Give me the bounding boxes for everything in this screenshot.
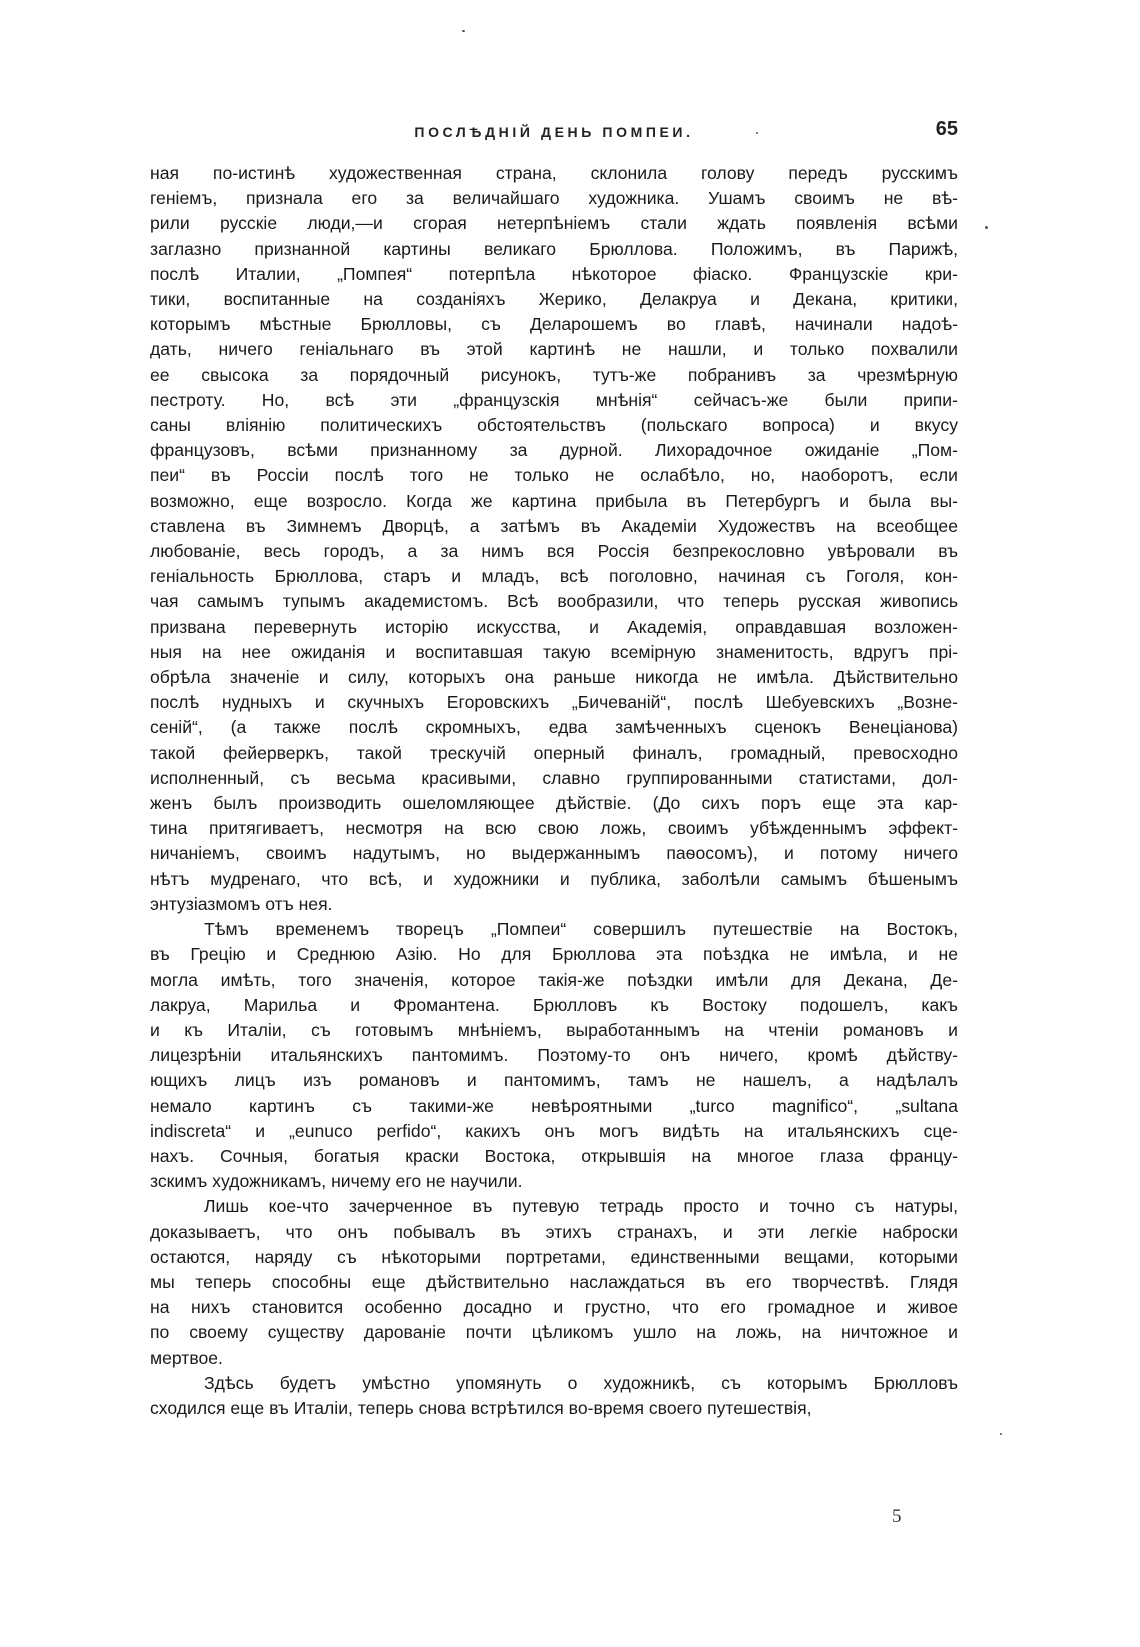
text-line: ная по-истинѣ художественная страна, склонила голову передъ русскимъ bbox=[150, 163, 958, 183]
text-line: такой фейерверкъ, такой трескучій оперный финалъ, громадный, превосходно bbox=[150, 742, 958, 763]
text-line: сеній“, (а также послѣ скромныхъ, едва замѣченныхъ сценокъ Венеціанова) bbox=[150, 717, 958, 738]
text-line: любованіе, весь городъ, а за нимъ вся Россія безпрекословно увѣровали въ bbox=[150, 541, 958, 562]
text-line: на нихъ становится особенно досадно и грустно, что его громадное и живое bbox=[150, 1297, 958, 1318]
text-line: лицезрѣніи итальянскихъ пантомимъ. Поэтому-то онъ ничего, кромѣ дѣйству- bbox=[150, 1045, 958, 1066]
printing-speck bbox=[1000, 1433, 1002, 1435]
text-line: дать, ничего геніальнаго въ этой картинѣ не нашли, и только похвалили bbox=[150, 339, 958, 360]
text-line: нахъ. Сочныя, богатыя краски Востока, открывшія на многое глаза францу- bbox=[150, 1145, 958, 1166]
paragraph bbox=[150, 1371, 958, 1421]
text-line: чая самымъ тупымъ академистомъ. Всѣ вообразили, что теперь русская живопись bbox=[150, 591, 958, 612]
page-number: 65 bbox=[935, 118, 958, 140]
paragraph bbox=[150, 917, 958, 1194]
text-line: indiscreta“ и „eunuco perfido“, какихъ онъ могъ видѣть на итальянскихъ сце- bbox=[150, 1120, 958, 1141]
text-line: призвана перевернуть исторію искусства, и Академія, оправдавшая возложен- bbox=[150, 616, 958, 637]
paragraph bbox=[150, 161, 958, 917]
text-line: тина притягиваетъ, несмотря на всю свою ложь, своимъ убѣжденнымъ эффект- bbox=[150, 818, 958, 839]
text-line: послѣ нудныхъ и скучныхъ Егоровскихъ „Бичеваній“, послѣ Шебуевскихъ „Возне- bbox=[150, 692, 958, 713]
text-line: заглазно признанной картины великаго Брюллова. Положимъ, въ Парижѣ, bbox=[150, 238, 958, 259]
text-line: рили русскіе люди,—и сгорая нетерпѣніемъ стали ждать появленія всѣми bbox=[150, 213, 958, 234]
text-line: остаются, наряду съ нѣкоторыми портретами, единственными вещами, которыми bbox=[150, 1246, 958, 1267]
text-line: геніемъ, признала его за величайшаго художника. Ушамъ своимъ не вѣ- bbox=[150, 188, 958, 209]
text-line: по своему существу дарованіе почти цѣликомъ ушло на ложь, на ничтожное и bbox=[150, 1322, 958, 1343]
text-line: мы теперь способны еще дѣйствительно наслаждаться въ его творчествѣ. Глядя bbox=[150, 1271, 958, 1292]
text-line: зскимъ художникамъ, ничему его не научили. bbox=[150, 1171, 523, 1192]
text-line: сходился еще въ Италіи, теперь снова встрѣтился во-время своего путешествія, bbox=[150, 1397, 812, 1418]
body-text bbox=[150, 161, 958, 1421]
text-line: нѣтъ мудренаго, что всѣ, и художники и публика, заболѣли самымъ бѣшенымъ bbox=[150, 868, 958, 889]
text-line: ющихъ лицъ изъ романовъ и пантомимъ, тамъ не нашелъ, а надѣлалъ bbox=[150, 1070, 958, 1091]
text-line: исполненный, съ весьма красивыми, славно группированными статистами, дол- bbox=[150, 767, 958, 788]
text-line: ставлена въ Зимнемъ Дворцѣ, а затѣмъ въ Академіи Художествъ на всеобщее bbox=[150, 515, 958, 536]
text-line: Здѣсь будетъ умѣстно упомянуть о художникѣ, съ которымъ Брюлловъ bbox=[204, 1372, 958, 1393]
text-line: которымъ мѣстные Брюлловы, съ Деларошемъ во главѣ, начинали надоѣ- bbox=[150, 314, 958, 335]
printing-speck bbox=[756, 132, 758, 134]
text-line: французовъ, всѣми признанному за дурной. Лихорадочное ожиданіе „Пом- bbox=[150, 440, 958, 461]
text-line: могла имѣть, того значенія, которое такія-же поѣздки имѣли для Декана, Де- bbox=[150, 969, 958, 990]
text-line: ничаніемъ, своимъ надутымъ, но выдержаннымъ паѳосомъ), и потому ничего bbox=[150, 843, 958, 864]
text-line: обрѣла значеніе и силу, которыхъ она раньше никогда не имѣла. Дѣйствительно bbox=[150, 667, 958, 688]
text-line: въ Грецію и Среднюю Азію. Но для Брюллова эта поѣздка не имѣла, и не bbox=[150, 944, 958, 965]
printing-speck bbox=[985, 226, 988, 229]
printing-speck bbox=[462, 30, 465, 32]
text-line: геніальность Брюллова, старъ и младъ, всѣ поголовно, начиная съ Гоголя, кон- bbox=[150, 566, 958, 587]
text-line: тики, воспитанные на созданіяхъ Жерико, Делакруа и Декана, критики, bbox=[150, 289, 958, 310]
text-line: ныя на нее ожиданія и воспитавшая такую всемірную знаменитость, вдругъ прі- bbox=[150, 641, 958, 662]
text-line: немало картинъ съ такими-же невѣроятными „turco magnifico“, „sultana bbox=[150, 1095, 958, 1116]
text-line: пестроту. Но, всѣ эти „французскія мнѣнія“ сейчасъ-же были припи- bbox=[150, 389, 958, 410]
text-line: мертвое. bbox=[150, 1347, 223, 1368]
text-line: доказываетъ, что онъ побывалъ въ этихъ странахъ, и эти легкіе наброски bbox=[150, 1221, 958, 1242]
paragraph bbox=[150, 1194, 958, 1370]
text-line: женъ былъ производить ошеломляющее дѣйствіе. (До сихъ поръ еще эта кар- bbox=[150, 793, 958, 814]
text-line: пеи“ въ Россіи послѣ того не только не ослабѣло, но, наоборотъ, если bbox=[150, 465, 958, 486]
text-line: лакруа, Марильа и Фромантена. Брюлловъ къ Востоку подошелъ, какъ bbox=[150, 994, 958, 1015]
text-line: Тѣмъ временемъ творецъ „Помпеи“ совершилъ путешествіе на Востокъ, bbox=[204, 919, 958, 940]
page-header bbox=[150, 118, 958, 148]
text-line: ее свысока за порядочный рисунокъ, тутъ-же побранивъ за чрезмѣрную bbox=[150, 364, 958, 385]
text-line: и къ Италіи, съ готовымъ мнѣніемъ, выработаннымъ на чтеніи романовъ и bbox=[150, 1019, 958, 1040]
text-line: саны вліянію политическихъ обстоятельствъ (польскаго вопроса) и вкусу bbox=[150, 415, 958, 436]
text-line: послѣ Италии, „Помпея“ потерпѣла нѣкоторое фіаско. Французскіе кри- bbox=[150, 263, 958, 284]
running-title: ПОСЛѢДНIЙ ДЕНЬ ПОМПЕИ. bbox=[414, 124, 694, 140]
signature-mark: 5 bbox=[892, 1506, 902, 1527]
text-line: возможно, еще возросло. Когда же картина прибыла въ Петербургъ и была вы- bbox=[150, 490, 958, 511]
text-line: Лишь кое-что зачерченное въ путевую тетрадь просто и точно съ натуры, bbox=[204, 1196, 958, 1217]
text-line: энтузіазмомъ отъ нея. bbox=[150, 893, 333, 914]
